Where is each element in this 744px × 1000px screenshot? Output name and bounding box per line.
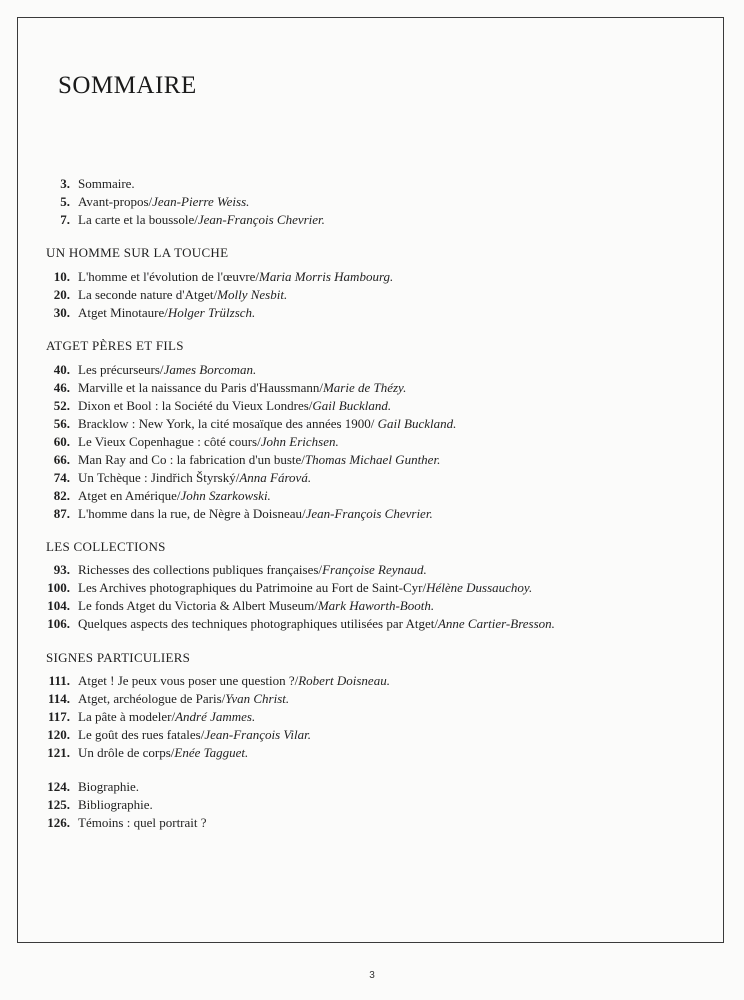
entry-page-number: 125. xyxy=(47,797,70,812)
entry-author: Anna Fárová. xyxy=(239,470,312,485)
toc-entry xyxy=(0,211,744,229)
entry-page-number: 100. xyxy=(47,580,70,595)
entry-title: Bracklow : New York, la cité mosaïque des années 1900/ xyxy=(78,416,378,431)
entry-author: Gail Buckland. xyxy=(377,416,457,431)
toc-entry xyxy=(0,379,744,397)
entry-title: Sommaire. xyxy=(78,176,135,191)
entry-author: Gail Buckland. xyxy=(312,398,392,413)
toc-entry xyxy=(0,708,744,726)
entry-title: Le Vieux Copenhague : côté cours/ xyxy=(78,434,261,449)
toc-entry xyxy=(0,597,744,615)
toc-entry xyxy=(0,361,744,379)
page-number: 3 xyxy=(369,970,375,981)
entry-author: Robert Doisneau. xyxy=(298,673,390,688)
toc-entry xyxy=(0,433,744,451)
entry-title: Les Archives photographiques du Patrimoine au Fort de Saint-Cyr/ xyxy=(78,580,427,595)
section-heading: LES COLLECTIONS xyxy=(46,539,166,554)
entry-title: Un drôle de corps/ xyxy=(78,745,175,760)
entry-title: La carte et la boussole/ xyxy=(78,212,198,227)
toc-entry xyxy=(0,726,744,744)
toc-entry xyxy=(0,561,744,579)
entry-author: Yvan Christ. xyxy=(225,691,290,706)
entry-title: Les précurseurs/ xyxy=(78,362,164,377)
entry-title: Man Ray and Co : la fabrication d'un buste/ xyxy=(78,452,305,467)
entry-title: Atget ! Je peux vous poser une question ?/ xyxy=(78,673,299,688)
entry-page-number: 60. xyxy=(53,434,70,449)
toc-entry xyxy=(0,175,744,193)
entry-title: Un Tchèque : Jindřich Štyrský/ xyxy=(78,470,240,485)
toc-entry xyxy=(0,778,744,796)
entry-page-number: 104. xyxy=(47,598,70,613)
entry-title: Avant-propos/ xyxy=(78,194,153,209)
toc-entry xyxy=(0,579,744,597)
entry-title: Marville et la naissance du Paris d'Haussmann/ xyxy=(78,380,323,395)
entry-title: L'homme dans la rue, de Nègre à Doisneau/ xyxy=(78,506,306,521)
entry-page-number: 52. xyxy=(53,398,70,413)
entry-author: André Jammes. xyxy=(175,709,256,724)
entry-page-number: 114. xyxy=(47,691,70,706)
entry-title: Le fonds Atget du Victoria & Albert Museum/ xyxy=(78,598,318,613)
entry-author: Molly Nesbit. xyxy=(217,287,288,302)
toc-entry xyxy=(0,744,744,762)
entry-author: Marie de Thézy. xyxy=(322,380,407,395)
entry-author: Anne Cartier-Bresson. xyxy=(437,616,555,631)
toc-entry xyxy=(0,469,744,487)
toc-entry xyxy=(0,415,744,433)
section-heading: SIGNES PARTICULIERS xyxy=(46,650,191,665)
entry-page-number: 7. xyxy=(60,212,70,227)
entry-page-number: 82. xyxy=(53,488,70,503)
toc-entry xyxy=(0,397,744,415)
entry-page-number: 66. xyxy=(53,452,70,467)
entry-page-number: 120. xyxy=(47,727,70,742)
section-heading: UN HOMME SUR LA TOUCHE xyxy=(46,245,229,260)
toc-entry xyxy=(0,268,744,286)
entry-page-number: 111. xyxy=(48,673,70,688)
toc-entry xyxy=(0,796,744,814)
toc-entry xyxy=(0,286,744,304)
entry-title: Bibliographie. xyxy=(78,797,153,812)
section-heading: ATGET PÈRES ET FILS xyxy=(46,338,184,353)
entry-page-number: 56. xyxy=(53,416,70,431)
entry-title: Le goût des rues fatales/ xyxy=(78,727,205,742)
entry-page-number: 93. xyxy=(53,562,70,577)
toc-entry xyxy=(0,505,744,523)
toc-entry xyxy=(0,672,744,690)
entry-page-number: 20. xyxy=(53,287,70,302)
entry-author: Jean-Pierre Weiss. xyxy=(152,194,250,209)
entry-page-number: 3. xyxy=(60,176,70,191)
toc-entry xyxy=(0,193,744,211)
entry-page-number: 87. xyxy=(53,506,70,521)
entry-author: Maria Morris Hambourg. xyxy=(259,269,394,284)
entry-page-number: 30. xyxy=(53,305,70,320)
entry-title: L'homme et l'évolution de l'œuvre/ xyxy=(78,269,260,284)
entry-title: La seconde nature d'Atget/ xyxy=(78,287,218,302)
entry-author: Thomas Michael Gunther. xyxy=(304,452,441,467)
toc-entry xyxy=(0,487,744,505)
entry-title: Biographie. xyxy=(78,779,140,794)
entry-author: Hélène Dussauchoy. xyxy=(426,580,533,595)
entry-author: John Erichsen. xyxy=(260,434,339,449)
entry-title: Richesses des collections publiques françaises/ xyxy=(78,562,323,577)
page-title: SOMMAIRE xyxy=(58,72,197,99)
entry-author: Mark Haworth-Booth. xyxy=(317,598,435,613)
entry-author: Jean-François Chevrier. xyxy=(197,212,325,227)
toc-entry xyxy=(0,615,744,633)
entry-title: Témoins : quel portrait ? xyxy=(78,815,207,830)
toc-entry xyxy=(0,451,744,469)
entry-author: James Borcoman. xyxy=(163,362,257,377)
entry-author: Jean-François Chevrier. xyxy=(305,506,433,521)
entry-page-number: 74. xyxy=(53,470,70,485)
entry-page-number: 126. xyxy=(47,815,70,830)
entry-title: Dixon et Bool : la Société du Vieux Londres/ xyxy=(78,398,313,413)
entry-page-number: 124. xyxy=(47,779,70,794)
entry-author: Holger Trülzsch. xyxy=(167,305,256,320)
entry-title: Atget Minotaure/ xyxy=(78,305,168,320)
toc-entry xyxy=(0,304,744,322)
entry-title: La pâte à modeler/ xyxy=(78,709,176,724)
toc-entry xyxy=(0,814,744,832)
entry-page-number: 117. xyxy=(47,709,70,724)
entry-author: Jean-François Vilar. xyxy=(204,727,311,742)
entry-page-number: 106. xyxy=(47,616,70,631)
entry-title: Atget, archéologue de Paris/ xyxy=(78,691,226,706)
toc-entry xyxy=(0,690,744,708)
entry-author: Françoise Reynaud. xyxy=(322,562,427,577)
entry-title: Atget en Amérique/ xyxy=(78,488,181,503)
entry-page-number: 5. xyxy=(60,194,70,209)
entry-page-number: 121. xyxy=(47,745,70,760)
entry-author: John Szarkowski. xyxy=(180,488,271,503)
entry-page-number: 10. xyxy=(53,269,70,284)
entry-page-number: 40. xyxy=(53,362,70,377)
entry-page-number: 46. xyxy=(53,380,70,395)
entry-author: Enée Tagguet. xyxy=(174,745,249,760)
entry-title: Quelques aspects des techniques photographiques utilisées par Atget/ xyxy=(78,616,438,631)
